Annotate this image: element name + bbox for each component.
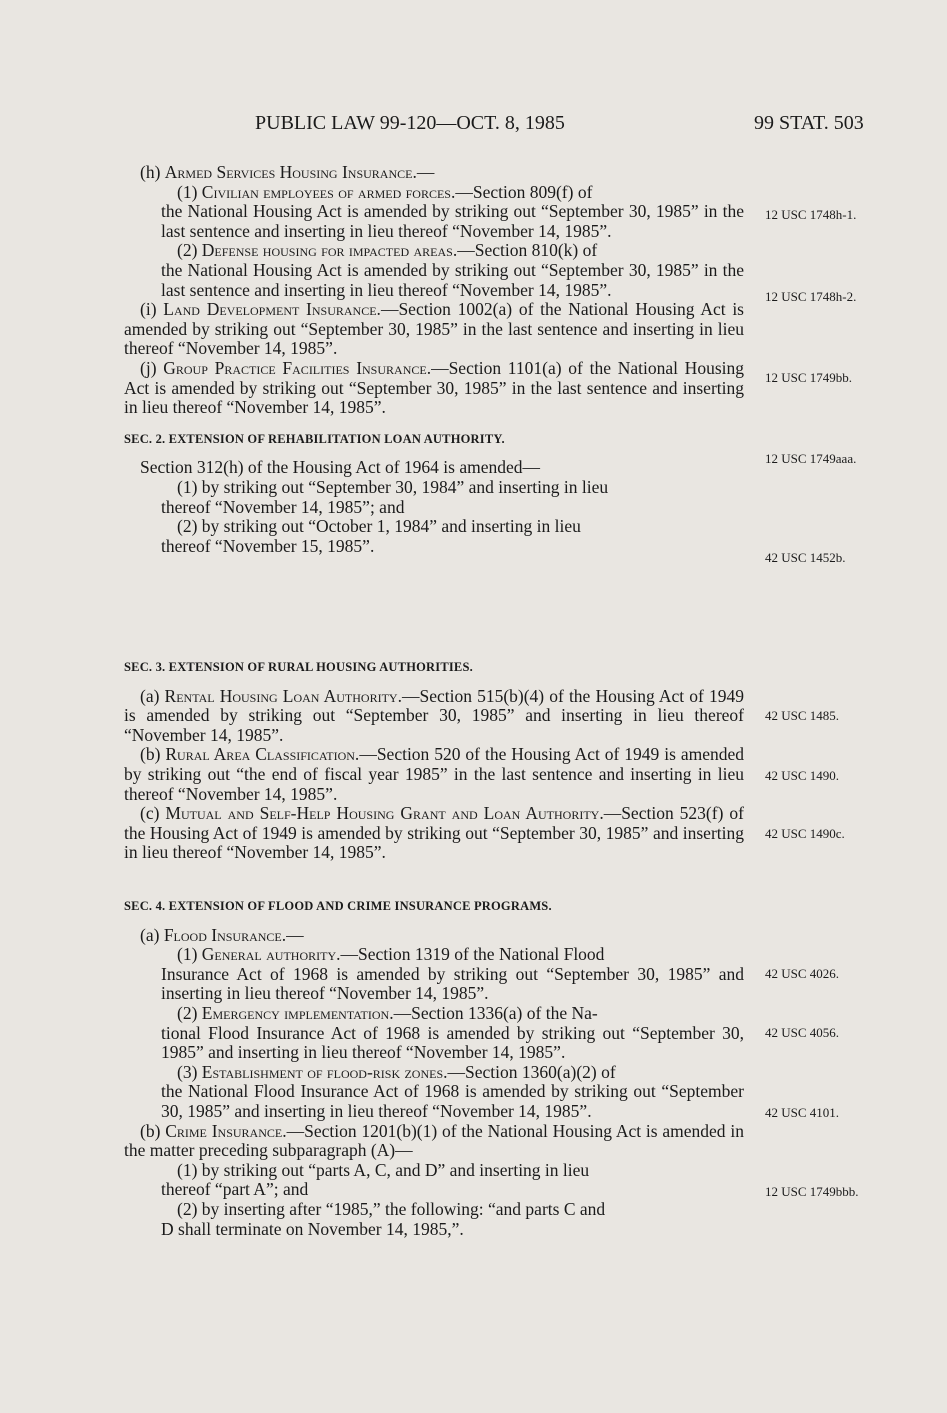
paragraph-h1: (1) Civilian employees of armed forces.—Section 809(f) of	[177, 181, 593, 202]
subsection-j: (j) Group Practice Facilities Insurance.—Section 1101(a) of the National Housing Act is amended by striking out “September 30, 1985” in the last sentence and inserting in lieu thereof “November 14, 1985”.	[124, 357, 744, 418]
section-4-paragraph-a3-continued: the National Flood Insurance Act of 1968 is amended by striking out “September 30, 1985” and inserting in lieu thereof “November 14, 1985”.	[161, 1081, 744, 1121]
section-2-paragraph-2-continued: thereof “November 15, 1985”.	[161, 535, 375, 556]
subsection-i: (i) Land Development Insurance.—Section 1002(a) of the National Housing Act is amended by striking out “September 30, 1985” in the last sentence and inserting in lieu thereof “November 14, 1985”.	[124, 299, 744, 359]
section-4-heading: SEC. 4. EXTENSION OF FLOOD AND CRIME INSURANCE PROGRAMS.	[124, 899, 552, 913]
paragraph-h2: (2) Defense housing for impacted areas.—Section 810(k) of	[177, 240, 598, 261]
section-2-paragraph-1-continued: thereof “November 14, 1985”; and	[161, 496, 405, 517]
margin-note: 42 USC 4026.	[765, 966, 840, 981]
paragraph-h1-continued: the National Housing Act is amended by striking out “September 30, 1985” in the last sentence and inserting in lieu thereof “November 14, 1985”.	[161, 201, 744, 241]
section-2-paragraph-2: (2) by striking out “October 1, 1984” and inserting in lieu	[177, 516, 581, 537]
margin-note: 12 USC 1748h-1.	[765, 207, 857, 222]
section-2-intro: Section 312(h) of the Housing Act of 1964 is amended—	[140, 457, 541, 478]
margin-note: 42 USC 4056.	[765, 1025, 840, 1040]
section-4-paragraph-a3: (3) Establishment of flood-risk zones.—Section 1360(a)(2) of	[177, 1061, 616, 1082]
margin-note: 12 USC 1749bbb.	[765, 1184, 859, 1199]
section-4-paragraph-b1-continued: thereof “part A”; and	[161, 1179, 309, 1200]
page-header	[0, 112, 947, 142]
section-4-paragraph-a1: (1) General authority.—Section 1319 of the National Flood	[177, 944, 605, 965]
section-1-continuation	[124, 163, 744, 556]
margin-note: 42 USC 1490c.	[765, 826, 845, 841]
section-3-subsection-a: (a) Rental Housing Loan Authority.—Section 515(b)(4) of the Housing Act of 1949 is amended by striking out “September 30, 1985” and inserting in lieu thereof “November 14, 1985”.	[124, 685, 744, 745]
margin-note: 42 USC 4101.	[765, 1105, 840, 1120]
section-4-paragraph-b1: (1) by striking out “parts A, C, and D” and inserting in lieu	[177, 1159, 590, 1180]
section-4-paragraph-a1-continued: Insurance Act of 1968 is amended by striking out “September 30, 1985” and inserting in lieu thereof “November 14, 1985”.	[161, 963, 744, 1004]
section-4-paragraph-a2: (2) Emergency implementation.—Section 1336(a) of the Na-	[177, 1002, 598, 1023]
section-4-paragraph-b2-continued: D shall terminate on November 14, 1985,”.	[161, 1218, 464, 1239]
paragraph-h2-continued: the National Housing Act is amended by striking out “September 30, 1985” in the last sentence and inserting in lieu thereof “November 14, 1985”.	[161, 259, 744, 300]
section-3	[124, 658, 744, 863]
section-4-paragraph-b2: (2) by inserting after “1985,” the following: “and parts C and	[177, 1198, 606, 1219]
margin-note: 42 USC 1452b.	[765, 550, 846, 565]
section-3-heading: SEC. 3. EXTENSION OF RURAL HOUSING AUTHORITIES.	[124, 660, 473, 674]
section-4-subsection-a: (a) Flood Insurance.—	[140, 924, 304, 945]
section-4-paragraph-a2-continued: tional Flood Insurance Act of 1968 is amended by striking out “September 30, 1985” and inserting in lieu thereof “November 14, 1985”.	[161, 1022, 744, 1063]
margin-note: 12 USC 1749bb.	[765, 370, 853, 385]
section-2-heading: SEC. 2. EXTENSION OF REHABILITATION LOAN AUTHORITY.	[124, 431, 505, 446]
margin-note: 12 USC 1748h-2.	[765, 289, 857, 304]
statute-page-number: 99 STAT. 503	[754, 112, 864, 134]
section-4-subsection-b: (b) Crime Insurance.—Section 1201(b)(1) of the National Housing Act is amended in the matter preceding subparagraph (A)—	[124, 1120, 744, 1161]
section-2-paragraph-1: (1) by striking out “September 30, 1984” and inserting in lieu	[177, 476, 609, 497]
margin-note: 12 USC 1749aaa.	[765, 451, 857, 466]
section-3-subsection-c: (c) Mutual and Self-Help Housing Grant and Loan Authority.—Section 523(f) of the Housing Act of 1949 is amended by striking out “September 30, 1985” and inserting in lieu thereof “November 14, 1985”.	[124, 803, 744, 863]
page-title: PUBLIC LAW 99-120—OCT. 8, 1985	[255, 112, 565, 134]
section-3-subsection-b: (b) Rural Area Classification.—Section 520 of the Housing Act of 1949 is amended by striking out “the end of fiscal year 1985” in the last sentence and inserting in lieu thereof “November 14, 1985”.	[124, 744, 744, 804]
subsection-h: (h) Armed Services Housing Insurance.—	[140, 162, 435, 182]
margin-note: 42 USC 1490.	[765, 768, 840, 783]
section-4	[124, 897, 744, 1239]
margin-note: 42 USC 1485.	[765, 708, 840, 723]
